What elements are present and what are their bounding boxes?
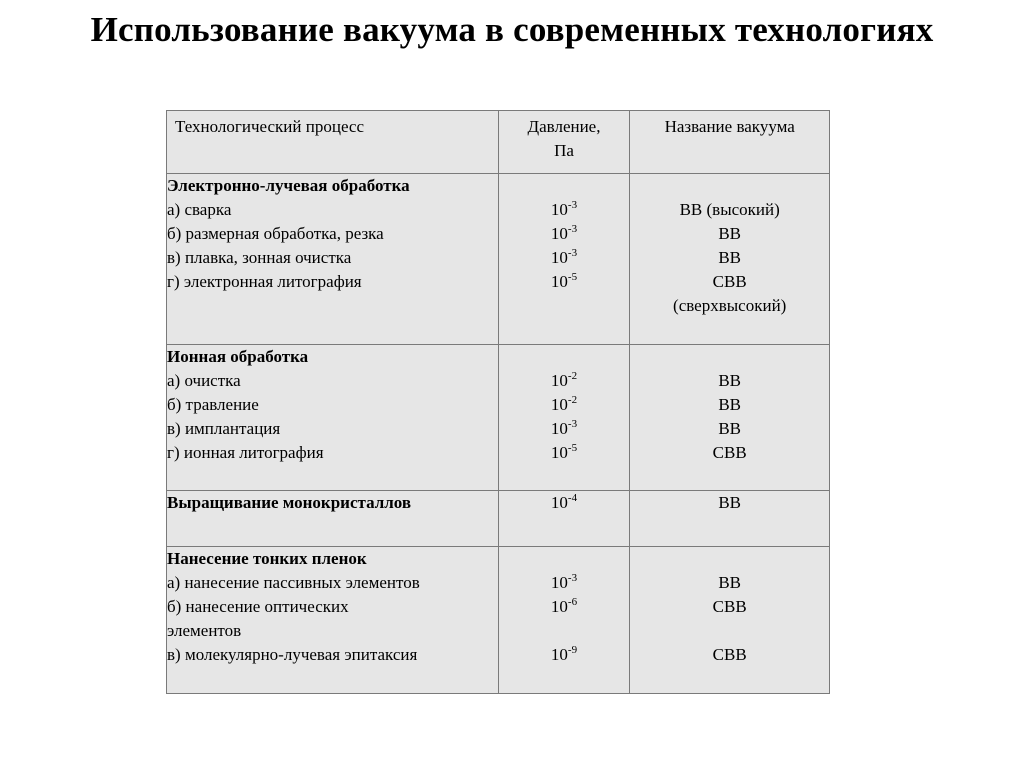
process-item: а) сварка — [167, 200, 232, 219]
vacuum-technology-table — [166, 110, 830, 694]
table-row — [167, 345, 830, 491]
pressure-value: $10^{-3}$ — [550, 199, 578, 219]
header-pressure — [498, 111, 630, 174]
vacuum-cell — [630, 345, 830, 491]
table-header-row — [167, 111, 830, 174]
table-row — [167, 174, 830, 345]
process-cell — [167, 174, 499, 345]
process-item: а) очистка — [167, 371, 241, 390]
header-pressure-line2: Па — [554, 141, 574, 160]
pressure-value: $10^{-2}$ — [550, 394, 578, 414]
process-item: в) молекулярно-лучевая эпитаксия — [167, 645, 418, 664]
vacuum-name: ВВ — [718, 248, 742, 267]
pressure-value: $10^{-9}$ — [550, 644, 578, 664]
process-item: б) размерная обработка, резка — [167, 224, 384, 243]
pressure-value: $10^{-5}$ — [550, 271, 578, 291]
process-item-cont: элементов — [167, 621, 242, 640]
pressure-value: $10^{-4}$ — [550, 492, 578, 512]
table-row — [167, 547, 830, 694]
pressure-value: $10^{-3}$ — [550, 572, 578, 592]
vacuum-cell — [630, 547, 830, 694]
pressure-value: $10^{-5}$ — [550, 442, 578, 462]
process-item: г) электронная литография — [167, 272, 362, 291]
vacuum-name: ВВ — [718, 224, 742, 243]
process-item: а) нанесение пассивных элементов — [167, 573, 420, 592]
header-vacuum: Название вакуума — [630, 111, 830, 174]
pressure-value: $10^{-3}$ — [550, 418, 578, 438]
process-item: г) ионная литография — [167, 443, 324, 462]
pressure-cell — [498, 547, 630, 694]
pressure-value: $10^{-6}$ — [550, 596, 578, 616]
process-item: б) травление — [167, 395, 259, 414]
vacuum-cell — [630, 174, 830, 345]
vacuum-name: СВВ — [712, 645, 747, 664]
vacuum-name: СВВ — [712, 443, 747, 462]
pressure-cell — [498, 491, 630, 547]
vacuum-name-extra: (сверхвысокий) — [673, 296, 787, 315]
header-process: Технологический процесс — [167, 111, 499, 174]
vacuum-name: ВВ — [718, 419, 742, 438]
process-item: в) имплантация — [167, 419, 281, 438]
table-row — [167, 491, 830, 547]
page-title: Использование вакуума в современных технологиях — [90, 10, 934, 49]
pressure-cell — [498, 345, 630, 491]
pressure-value: $10^{-3}$ — [550, 223, 578, 243]
vacuum-name: ВВ (высокий) — [679, 200, 780, 219]
section-heading: Выращивание монокристаллов — [167, 493, 412, 512]
pressure-cell — [498, 174, 630, 345]
vacuum-cell — [630, 491, 830, 547]
process-cell — [167, 547, 499, 694]
vacuum-name: ВВ — [718, 573, 742, 592]
process-item: в) плавка, зонная очистка — [167, 248, 352, 267]
process-item: б) нанесение оптических — [167, 597, 349, 616]
section-heading: Ионная обработка — [167, 347, 309, 366]
pressure-value: $10^{-2}$ — [550, 370, 578, 390]
pressure-value: $10^{-3}$ — [550, 247, 578, 267]
process-cell — [167, 491, 499, 547]
vacuum-name: ВВ — [718, 493, 742, 512]
vacuum-name: ВВ — [718, 395, 742, 414]
header-pressure-line1: Давление, — [527, 117, 601, 136]
section-heading: Электронно-лучевая обработка — [167, 176, 410, 195]
section-heading: Нанесение тонких пленок — [167, 549, 367, 568]
process-cell — [167, 345, 499, 491]
vacuum-name: СВВ — [712, 597, 747, 616]
vacuum-name: ВВ — [718, 371, 742, 390]
vacuum-name: СВВ — [712, 272, 747, 291]
